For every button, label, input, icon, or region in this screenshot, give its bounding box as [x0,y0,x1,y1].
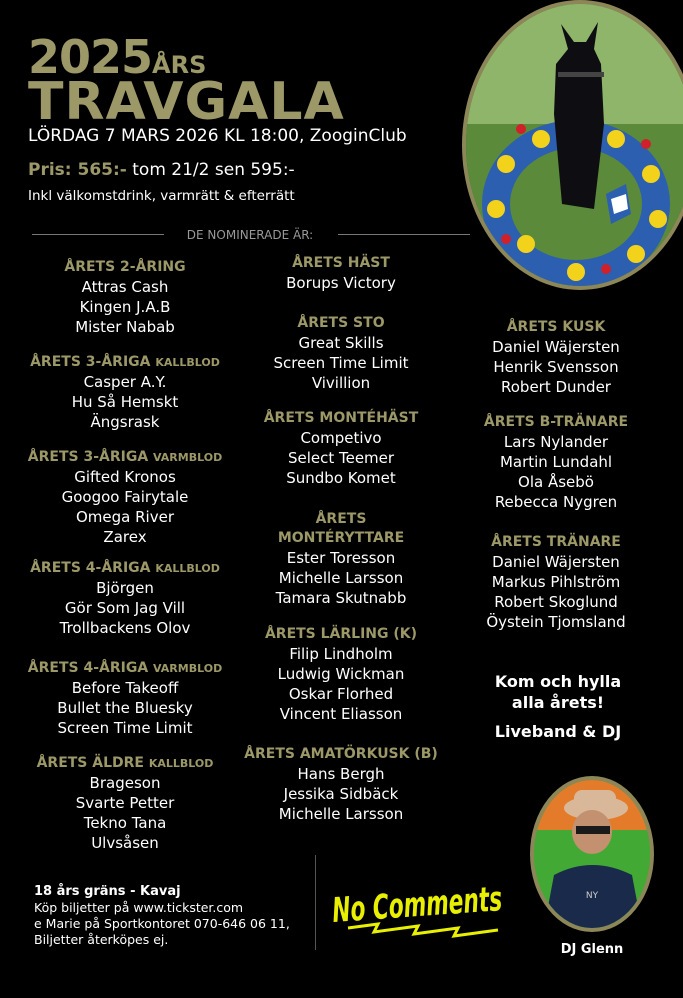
svg-text:NY: NY [585,891,599,901]
dj-name: DJ Glenn [560,942,624,957]
nominee: Henrik Svensson [493,358,619,376]
nominee: Michelle Larsson [278,569,404,587]
category-title: ÅRETS ÄLDRE KALLBLOD [36,755,214,771]
nominee: Michelle Larsson [278,805,404,823]
no-comments-logo [328,858,508,948]
category-title: ÅRETS MONTÉRYTTARE [277,511,405,546]
category-3-ariga-kallblod [20,353,230,432]
refund-note: Biljetter återköpes ej. [34,932,169,947]
category-aldre-kallblod [20,754,230,853]
category-arets-hast [236,254,446,293]
category-amatorkusk [236,745,446,824]
event-title: TRAVGALA [28,72,345,132]
nominee: Ängsrask [90,413,160,431]
nominee: Before Takeoff [71,679,179,697]
age-limit: 18 års gräns - Kavaj [34,884,181,899]
nominee: Great Skills [298,334,384,352]
nominee: Robert Dunder [501,378,611,396]
nominee: Select Teemer [287,449,395,467]
nominee: Omega River [76,508,174,526]
nominee: Öystein Tjomsland [486,613,626,631]
nominee: Rebecca Nygren [494,493,618,511]
nominee: Jessika Sidbäck [283,785,399,803]
category-title: ÅRETS HÄST [292,255,390,271]
nominee: Kingen J.A.B [79,298,171,316]
category-title: ÅRETS 4-ÅRIGA KALLBLOD [30,560,220,576]
nominee: Björgen [96,579,154,597]
category-title: ÅRETS B-TRÄNARE [483,414,629,430]
ticket-link[interactable]: Köp biljetter på www.tickster.com [34,900,244,915]
logo-divider [315,855,316,950]
nominee: Competivo [300,429,382,447]
nominee: Gifted Kronos [74,468,176,486]
category-montehast [236,409,446,488]
nominee: Svarte Petter [75,794,175,812]
ticket-phone: e Marie på Sportkontoret 070-646 06 11, [34,916,290,931]
category-title: ÅRETS STO [297,315,385,331]
nominee: Bullet the Bluesky [57,699,193,717]
nominee: Daniel Wäjersten [492,338,620,356]
nominee: Ludwig Wickman [277,665,405,683]
category-monteryttare [266,510,416,608]
nominee: Ester Toresson [286,549,396,567]
footer-info [34,884,290,948]
category-4-ariga-kallblod [20,559,230,638]
category-title: ÅRETS MONTÉHÄST [263,410,419,426]
event-date: LÖRDAG 7 MARS 2026 KL 18:00, ZooginClub [28,126,407,146]
category-title: ÅRETS KUSK [506,319,606,335]
nominee: Ulvsåsen [91,834,159,852]
nominee: Daniel Wäjersten [492,553,620,571]
category-larling [236,625,446,724]
nominee: Casper A.Y. [83,373,167,391]
divider-right [338,234,470,235]
dj-photo [530,776,654,932]
includes-text: Inkl välkomstdrink, varmrätt & efterrätt [28,188,295,204]
category-title: ÅRETS AMATÖRKUSK (B) [244,746,438,762]
horse-photo [462,0,683,290]
nominee: Lars Nylander [503,433,609,451]
nominee: Robert Skoglund [494,593,618,611]
price-line [28,160,295,180]
nominee: Vivillion [311,374,371,392]
category-4-ariga-varmblod [20,659,230,738]
nominee: Screen Time Limit [273,354,409,372]
category-3-ariga-varmblod [20,448,230,547]
price-rest: tom 21/2 sen 595:- [126,160,295,180]
nominee: Zarex [103,528,147,546]
nominee: Martin Lundahl [499,453,613,471]
nominee: Trollbackens Olov [59,619,191,637]
nominee: Ola Åsebö [518,473,594,491]
nominee: Googoo Fairytale [61,488,189,506]
nominee: Sundbo Komet [286,469,396,487]
nominee: Filip Lindholm [289,645,393,663]
promo-line-1: Kom och hylla [494,672,622,691]
promo-line-3: Liveband & DJ [494,722,622,741]
nominee: Markus Pihlström [491,573,621,591]
nominee: Tekno Tana [83,814,167,832]
category-2-aring [20,258,230,337]
nominees-label: DE NOMINERADE ÄR: [186,228,314,242]
nominee: Hans Bergh [297,765,385,783]
year-number: 2025 [28,30,153,84]
nominee: Brageson [89,774,161,792]
nominee: Screen Time Limit [57,719,193,737]
promo-line-2: alla årets! [511,693,605,712]
price-label: Pris: 565:- [28,160,127,180]
nominee: Gör Som Jag Vill [64,599,186,617]
year-suffix: ÅRS [152,51,207,79]
nominee: Mister Nabab [75,318,175,336]
category-arets-sto [236,314,446,393]
category-b-tranare [456,413,656,512]
category-title: ÅRETS LÄRLING (K) [264,626,418,642]
category-title: ÅRETS 3-ÅRIGA KALLBLOD [30,354,220,370]
nominee: Oskar Florhed [288,685,394,703]
category-title: ÅRETS TRÄNARE [491,534,621,550]
nominee: Hu Så Hemskt [71,393,179,411]
nominee: Attras Cash [81,278,169,296]
nominee: Vincent Eliasson [279,705,403,723]
category-tranare [456,533,656,632]
nominee: Tamara Skutnabb [275,589,407,607]
category-title: ÅRETS 4-ÅRIGA VARMBLOD [27,660,223,676]
category-title: ÅRETS 2-ÅRING [64,259,186,275]
category-arets-kusk [456,318,656,397]
svg-text:No Comments: No Comments [330,872,508,931]
nominee: Borups Victory [286,274,396,292]
category-title: ÅRETS 3-ÅRIGA VARMBLOD [27,449,223,465]
